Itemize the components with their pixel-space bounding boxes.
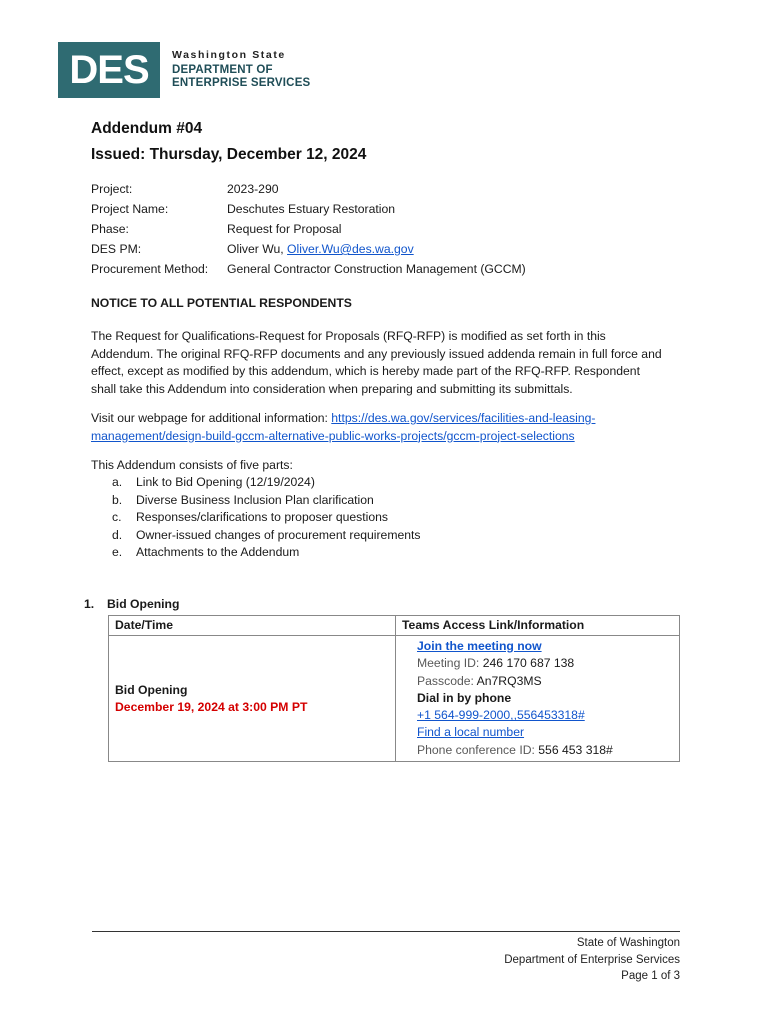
- list-item-text: Link to Bid Opening (12/19/2024): [136, 475, 315, 489]
- des-logo-mark: [58, 42, 160, 98]
- list-item: [112, 544, 421, 562]
- list-item: [112, 527, 421, 545]
- list-marker: a.: [112, 475, 123, 489]
- passcode-line: [417, 673, 673, 690]
- project-name-label: Project Name:: [91, 202, 169, 216]
- join-meeting-link[interactable]: Join the meeting now: [417, 639, 542, 653]
- list-marker: e.: [112, 545, 123, 559]
- passcode-label: Passcode:: [417, 673, 477, 688]
- phone-number-link[interactable]: +1 564-999-2000,,556453318#: [417, 708, 585, 723]
- conference-id-label: Phone conference ID:: [417, 742, 539, 757]
- phase-label: Phase:: [91, 222, 129, 236]
- des-pm-email-link[interactable]: Oliver.Wu@des.wa.gov: [287, 242, 414, 256]
- table-row: [109, 636, 680, 762]
- visit-link-part1[interactable]: https://des.wa.gov/services/facilities-and-leasing-: [331, 411, 596, 425]
- logo-dept-line1: DEPARTMENT OF: [172, 63, 273, 76]
- table-header-row: [109, 616, 680, 636]
- procurement-label: Procurement Method:: [91, 262, 209, 276]
- teams-info-cell: [396, 636, 680, 762]
- dial-in-heading: Dial in by phone: [417, 690, 512, 705]
- visit-link-part2[interactable]: management/design-build-gccm-alternative-public-works-projects/gccm-project-selections: [91, 428, 575, 443]
- bid-opening-label: Bid Opening: [115, 682, 188, 697]
- project-value: 2023-290: [227, 182, 279, 196]
- page-number: Page 1 of 3: [621, 970, 680, 982]
- section-1-heading: [84, 597, 179, 611]
- visit-text: Visit our webpage for additional information:: [91, 411, 332, 425]
- des-pm-name: Oliver Wu,: [227, 242, 288, 256]
- bid-datetime-cell: [109, 636, 396, 762]
- visit-paragraph: [91, 410, 595, 445]
- meeting-id-value: 246 170 687 138: [482, 656, 575, 671]
- addendum-title: Addendum #04: [91, 120, 203, 137]
- logo-dept-line2: ENTERPRISE SERVICES: [172, 77, 311, 89]
- passcode-value: An7RQ3MS: [476, 673, 542, 688]
- parts-intro: This Addendum consists of five parts:: [91, 458, 293, 472]
- notice-heading: NOTICE TO ALL POTENTIAL RESPONDENTS: [91, 296, 352, 310]
- notice-line: effect, except as modified by this addendum, which is hereby made part of the RFQ-RFP. Respondent: [91, 364, 640, 378]
- conference-id-value: 556 453 318#: [538, 742, 613, 757]
- notice-paragraph: [91, 328, 662, 398]
- find-local-number-link[interactable]: Find a local number: [417, 725, 525, 740]
- meeting-id-line: [417, 655, 673, 672]
- section-title: Bid Opening: [107, 597, 180, 611]
- col-header-teams: Teams Access Link/Information: [396, 616, 680, 636]
- project-label: Project:: [91, 182, 133, 196]
- des-pm-label: DES PM:: [91, 242, 142, 256]
- logo-wordmark: [172, 50, 310, 90]
- list-item: [112, 474, 421, 492]
- list-item-text: Diverse Business Inclusion Plan clarification: [136, 492, 374, 507]
- footer-divider: [92, 931, 680, 932]
- footer: [504, 935, 680, 985]
- list-item-text: Owner-issued changes of procurement requirements: [136, 527, 421, 542]
- issued-date: Issued: Thursday, December 12, 2024: [91, 146, 367, 163]
- logo-state: Washington State: [172, 49, 286, 61]
- footer-line1: State of Washington: [576, 937, 680, 949]
- bid-opening-date: December 19, 2024 at 3:00 PM PT: [115, 699, 308, 714]
- list-marker: c.: [112, 510, 122, 524]
- parts-list: [112, 474, 421, 562]
- phase-value: Request for Proposal: [227, 222, 342, 236]
- list-item: [112, 509, 421, 527]
- section-number: 1.: [84, 597, 95, 611]
- notice-line: shall take this Addendum into consideration when preparing and submitting its submittals.: [91, 381, 573, 396]
- notice-line: The Request for Qualifications-Request for Proposals (RFQ-RFP) is modified as set forth in this: [91, 329, 606, 343]
- footer-line2: Department of Enterprise Services: [504, 953, 680, 966]
- conference-id-line: [417, 742, 673, 759]
- logo-mark-text: DES: [69, 48, 149, 92]
- list-marker: b.: [112, 492, 123, 507]
- list-item-text: Responses/clarifications to proposer questions: [136, 510, 389, 524]
- list-item: [112, 492, 421, 510]
- list-item-text: Attachments to the Addendum: [136, 545, 300, 559]
- col-header-datetime: Date/Time: [109, 616, 396, 636]
- bid-opening-table: [108, 615, 680, 762]
- procurement-value: General Contractor Construction Management (GCCM): [227, 262, 526, 276]
- notice-line: Addendum. The original RFQ-RFP documents and any previously issued addenda remain in full force and: [91, 346, 662, 361]
- list-marker: d.: [112, 527, 123, 542]
- des-pm-value: [227, 242, 414, 256]
- meeting-id-label: Meeting ID:: [417, 656, 483, 671]
- project-name-value: Deschutes Estuary Restoration: [227, 202, 395, 216]
